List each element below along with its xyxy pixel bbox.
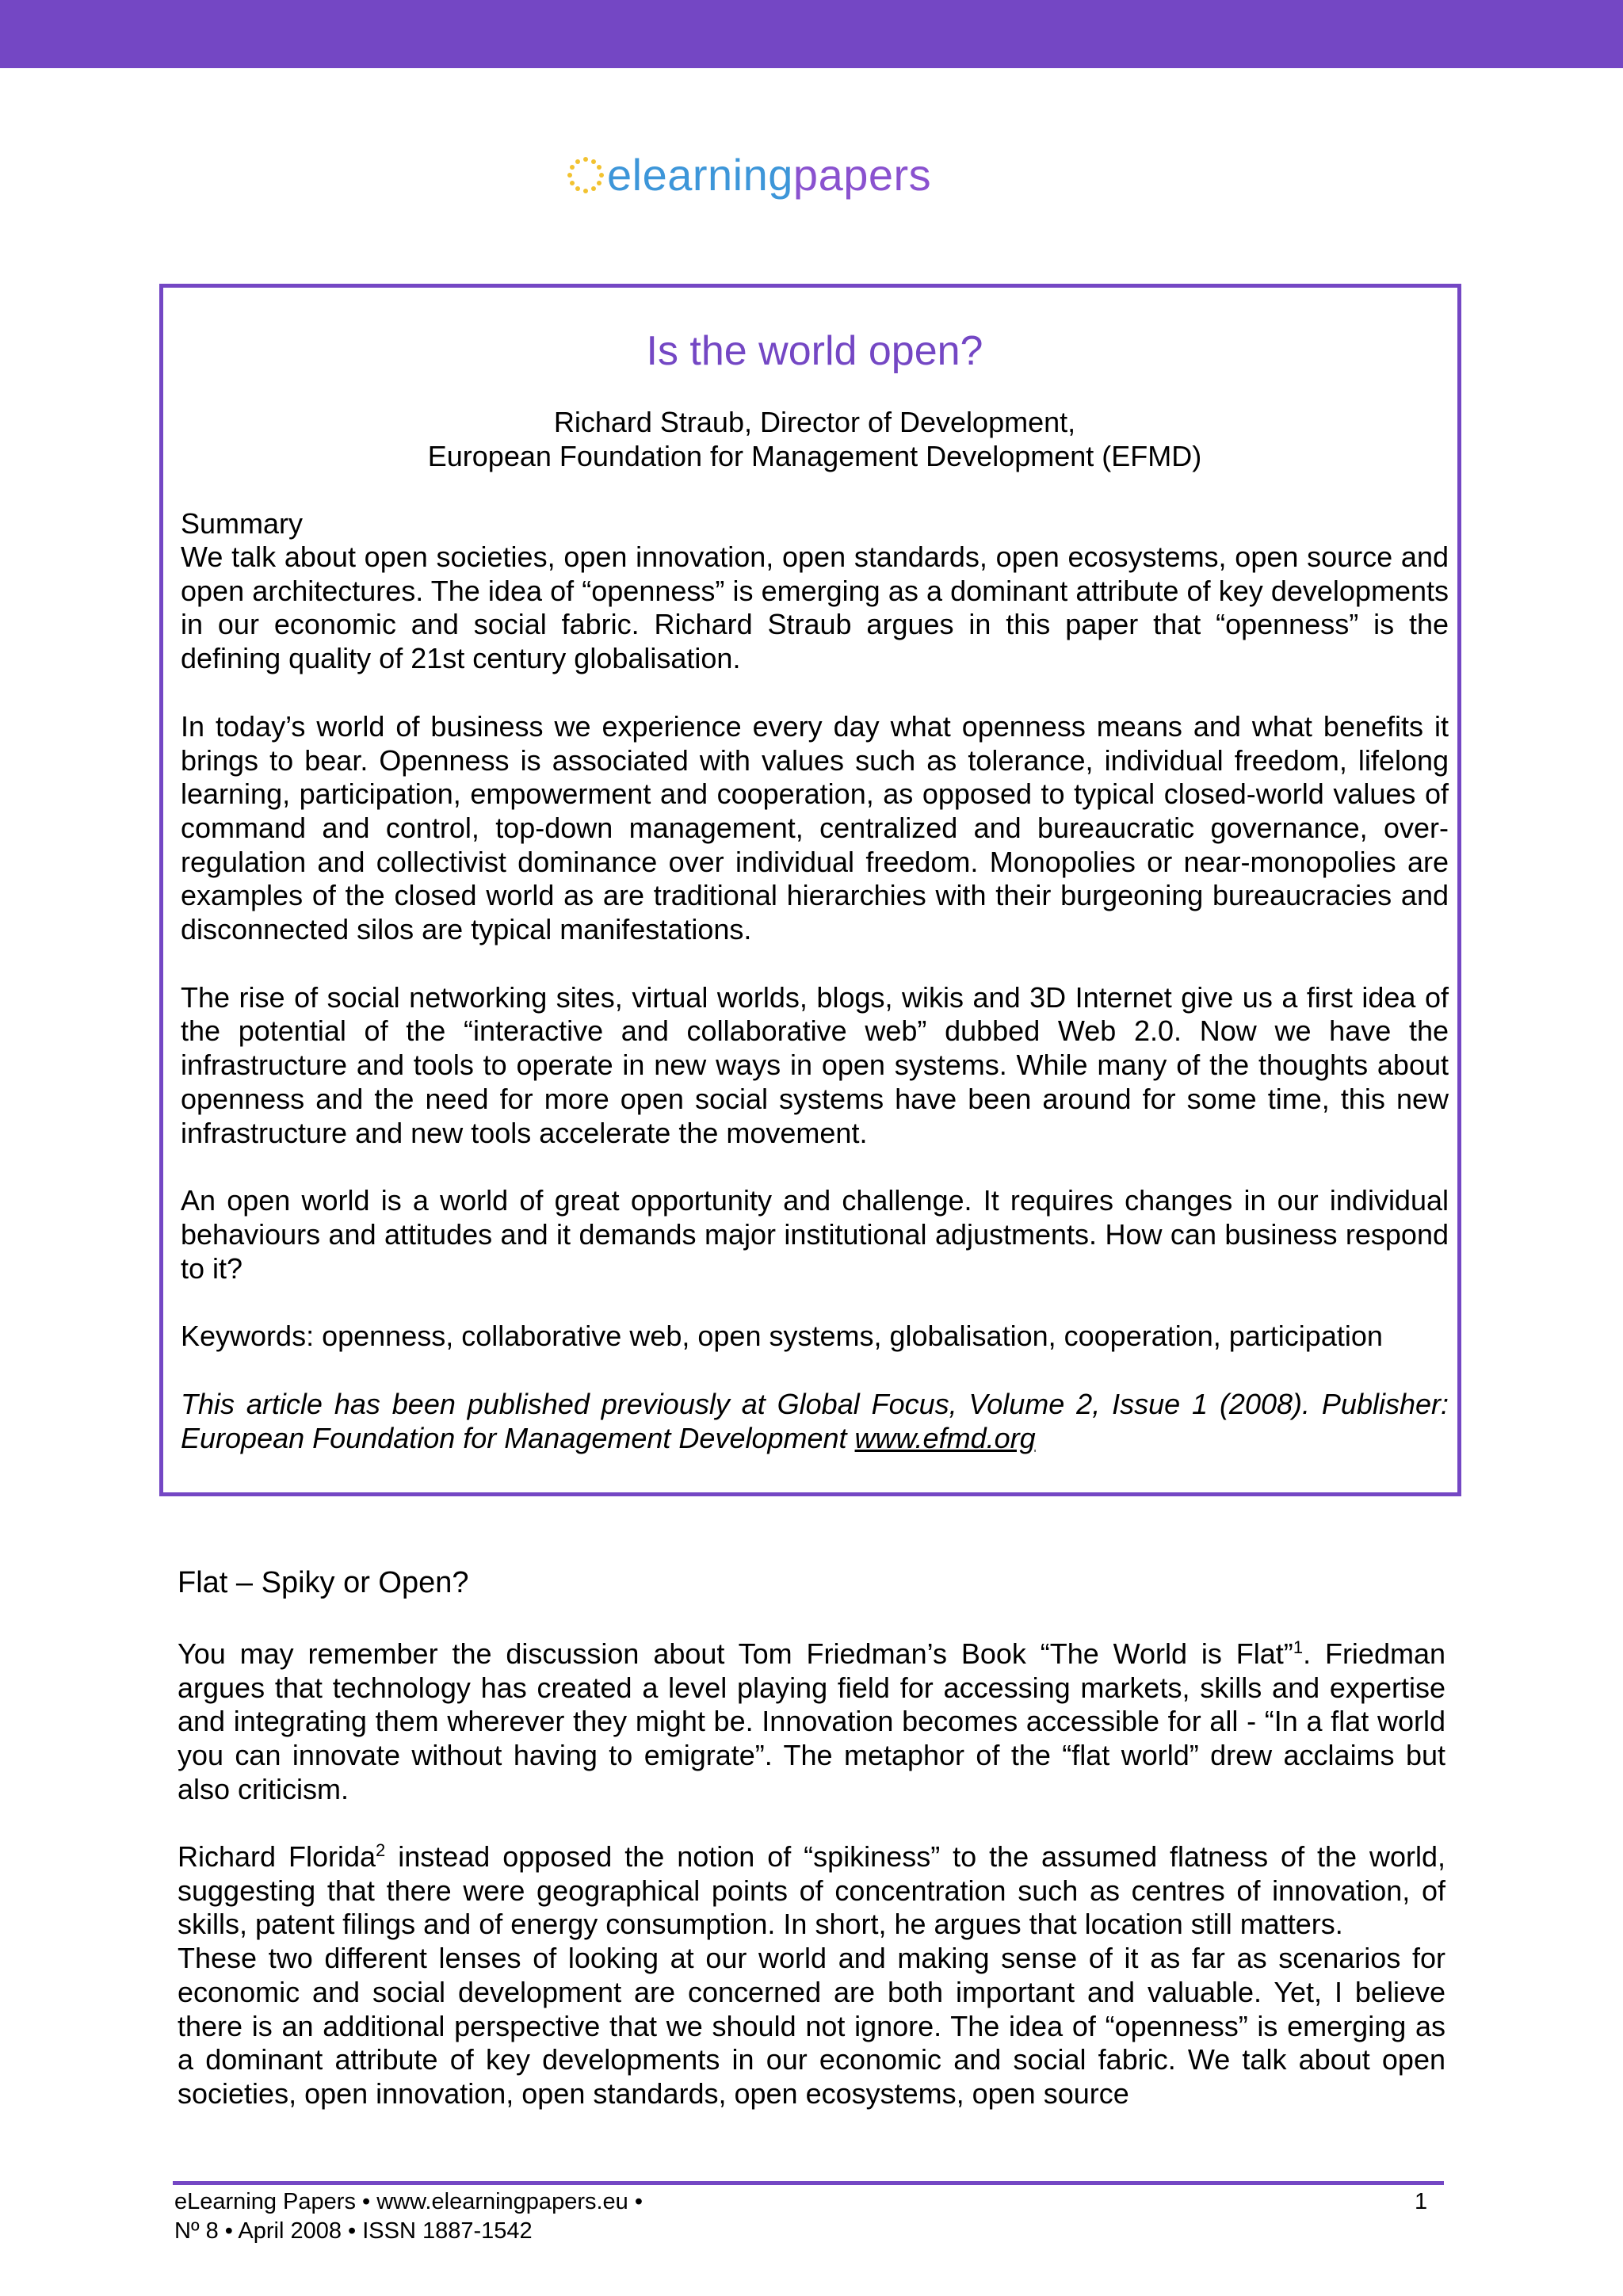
page-number: 1	[1415, 2189, 1428, 2214]
body-paragraph-2	[178, 1840, 1445, 2111]
logo-papers: papers	[792, 150, 932, 200]
summary-label: Summary	[181, 507, 304, 540]
summary-box	[159, 284, 1461, 1496]
logo-wordmark	[607, 150, 932, 200]
summary-paragraph: The rise of social networking sites, virtual worlds, blogs, wikis and 3D Internet give us a first idea of the potential of the “interactive and collaborative web” dubbed Web 2.0. Now we have the infrastructure and tools to operate in new ways in open systems. While many of the thoughts about openness and the need for more open social systems have been around for some time, this new infrastructure and new tools accelerate the movement.	[181, 980, 1449, 1149]
body-text: Richard Florida	[178, 1840, 376, 1873]
body-text: You may remember the discussion about Tom Friedman’s Book “The World is Flat”	[178, 1637, 1293, 1670]
efmd-link[interactable]: www.efmd.org	[854, 1421, 1036, 1454]
publication-note	[181, 1388, 1449, 1455]
section-heading: Flat – Spiky or Open?	[178, 1566, 469, 1599]
elearningpapers-logo	[566, 147, 931, 203]
logo-learning: learning	[632, 150, 793, 200]
author-line-2: European Foundation for Management Development (EFMD)	[427, 440, 1202, 472]
summary-paragraph: An open world is a world of great opportunity and challenge. It requires changes in our individual behaviours and attitudes and it demands major institutional adjustments. How can business respond to it?	[181, 1184, 1449, 1285]
keywords-line	[181, 1320, 1449, 1354]
footer-info	[174, 2187, 643, 2246]
top-color-band	[0, 0, 1623, 68]
author-block	[181, 405, 1449, 473]
footer-line-2: Nº 8 • April 2008 • ISSN 1887-1542	[174, 2218, 533, 2244]
body-paragraph-1	[178, 1637, 1445, 1807]
logo-e: e	[607, 150, 632, 200]
footer-line-1: eLearning Papers • www.elearningpapers.eu •	[174, 2189, 643, 2214]
article-title: Is the world open?	[646, 328, 983, 374]
eu-stars-icon	[566, 155, 605, 195]
keywords-text: openness, collaborative web, open systems, globalisation, cooperation, participation	[314, 1320, 1383, 1353]
publication-note-text: This article has been published previously at Global Focus, Volume 2, Issue 1 (2008). Publisher: European Foundation for Management Development	[181, 1388, 1449, 1454]
keywords-label: Keywords:	[181, 1320, 315, 1353]
footnote-marker-2[interactable]: 2	[376, 1840, 386, 1860]
summary-paragraph: We talk about open societies, open innovation, open standards, open ecosystems, open source and open architectures. The idea of “openness” is emerging as a dominant attribute of key developments in our economic and social fabric. Richard Straub argues in this paper that “openness” is the defining quality of 21st century globalisation.	[181, 541, 1449, 675]
body-text: instead opposed the notion of “spikiness” to the assumed flatness of the world, suggesting that there were geographical points of concentration such as centres of innovation, of skills, patent filings and of energy consumption. In short, he argues that location still matters.	[178, 1840, 1445, 1941]
body-paragraph-3: These two different lenses of looking at our world and making sense of it as far as scenarios for economic and social development are concerned are both important and valuable. Yet, I believe there is an additional perspective that we should not ignore. The idea of “openness” is emerging as a dominant attribute of key developments in our economic and social fabric. We talk about open societies, open innovation, open standards, open ecosystems, open source	[178, 1942, 1445, 2110]
footnote-marker-1[interactable]: 1	[1293, 1637, 1304, 1657]
author-line-1: Richard Straub, Director of Development,	[553, 406, 1076, 438]
body-text: . Friedman argues that technology has created a level playing field for accessing markets, skills and expertise and integrating them wherever they might be. Innovation becomes accessible for all - “In a flat world you can innovate without having to emigrate”. The metaphor of the “flat world” drew acclaims but also criticism.	[178, 1637, 1445, 1805]
footer-divider	[173, 2181, 1444, 2185]
summary-paragraph: In today’s world of business we experience every day what openness means and what benefits it brings to bear. Openness is associated with values such as tolerance, individual freedom, lifelong learning, participation, empowerment and cooperation, as opposed to typical closed-world values of command and control, top-down management, centralized and bureaucratic governance, over-regulation and collectivist dominance over individual freedom. Monopolies or near-monopolies are examples of the closed world as are traditional hierarchies with their burgeoning bureaucracies and disconnected silos are typical manifestations.	[181, 709, 1449, 946]
